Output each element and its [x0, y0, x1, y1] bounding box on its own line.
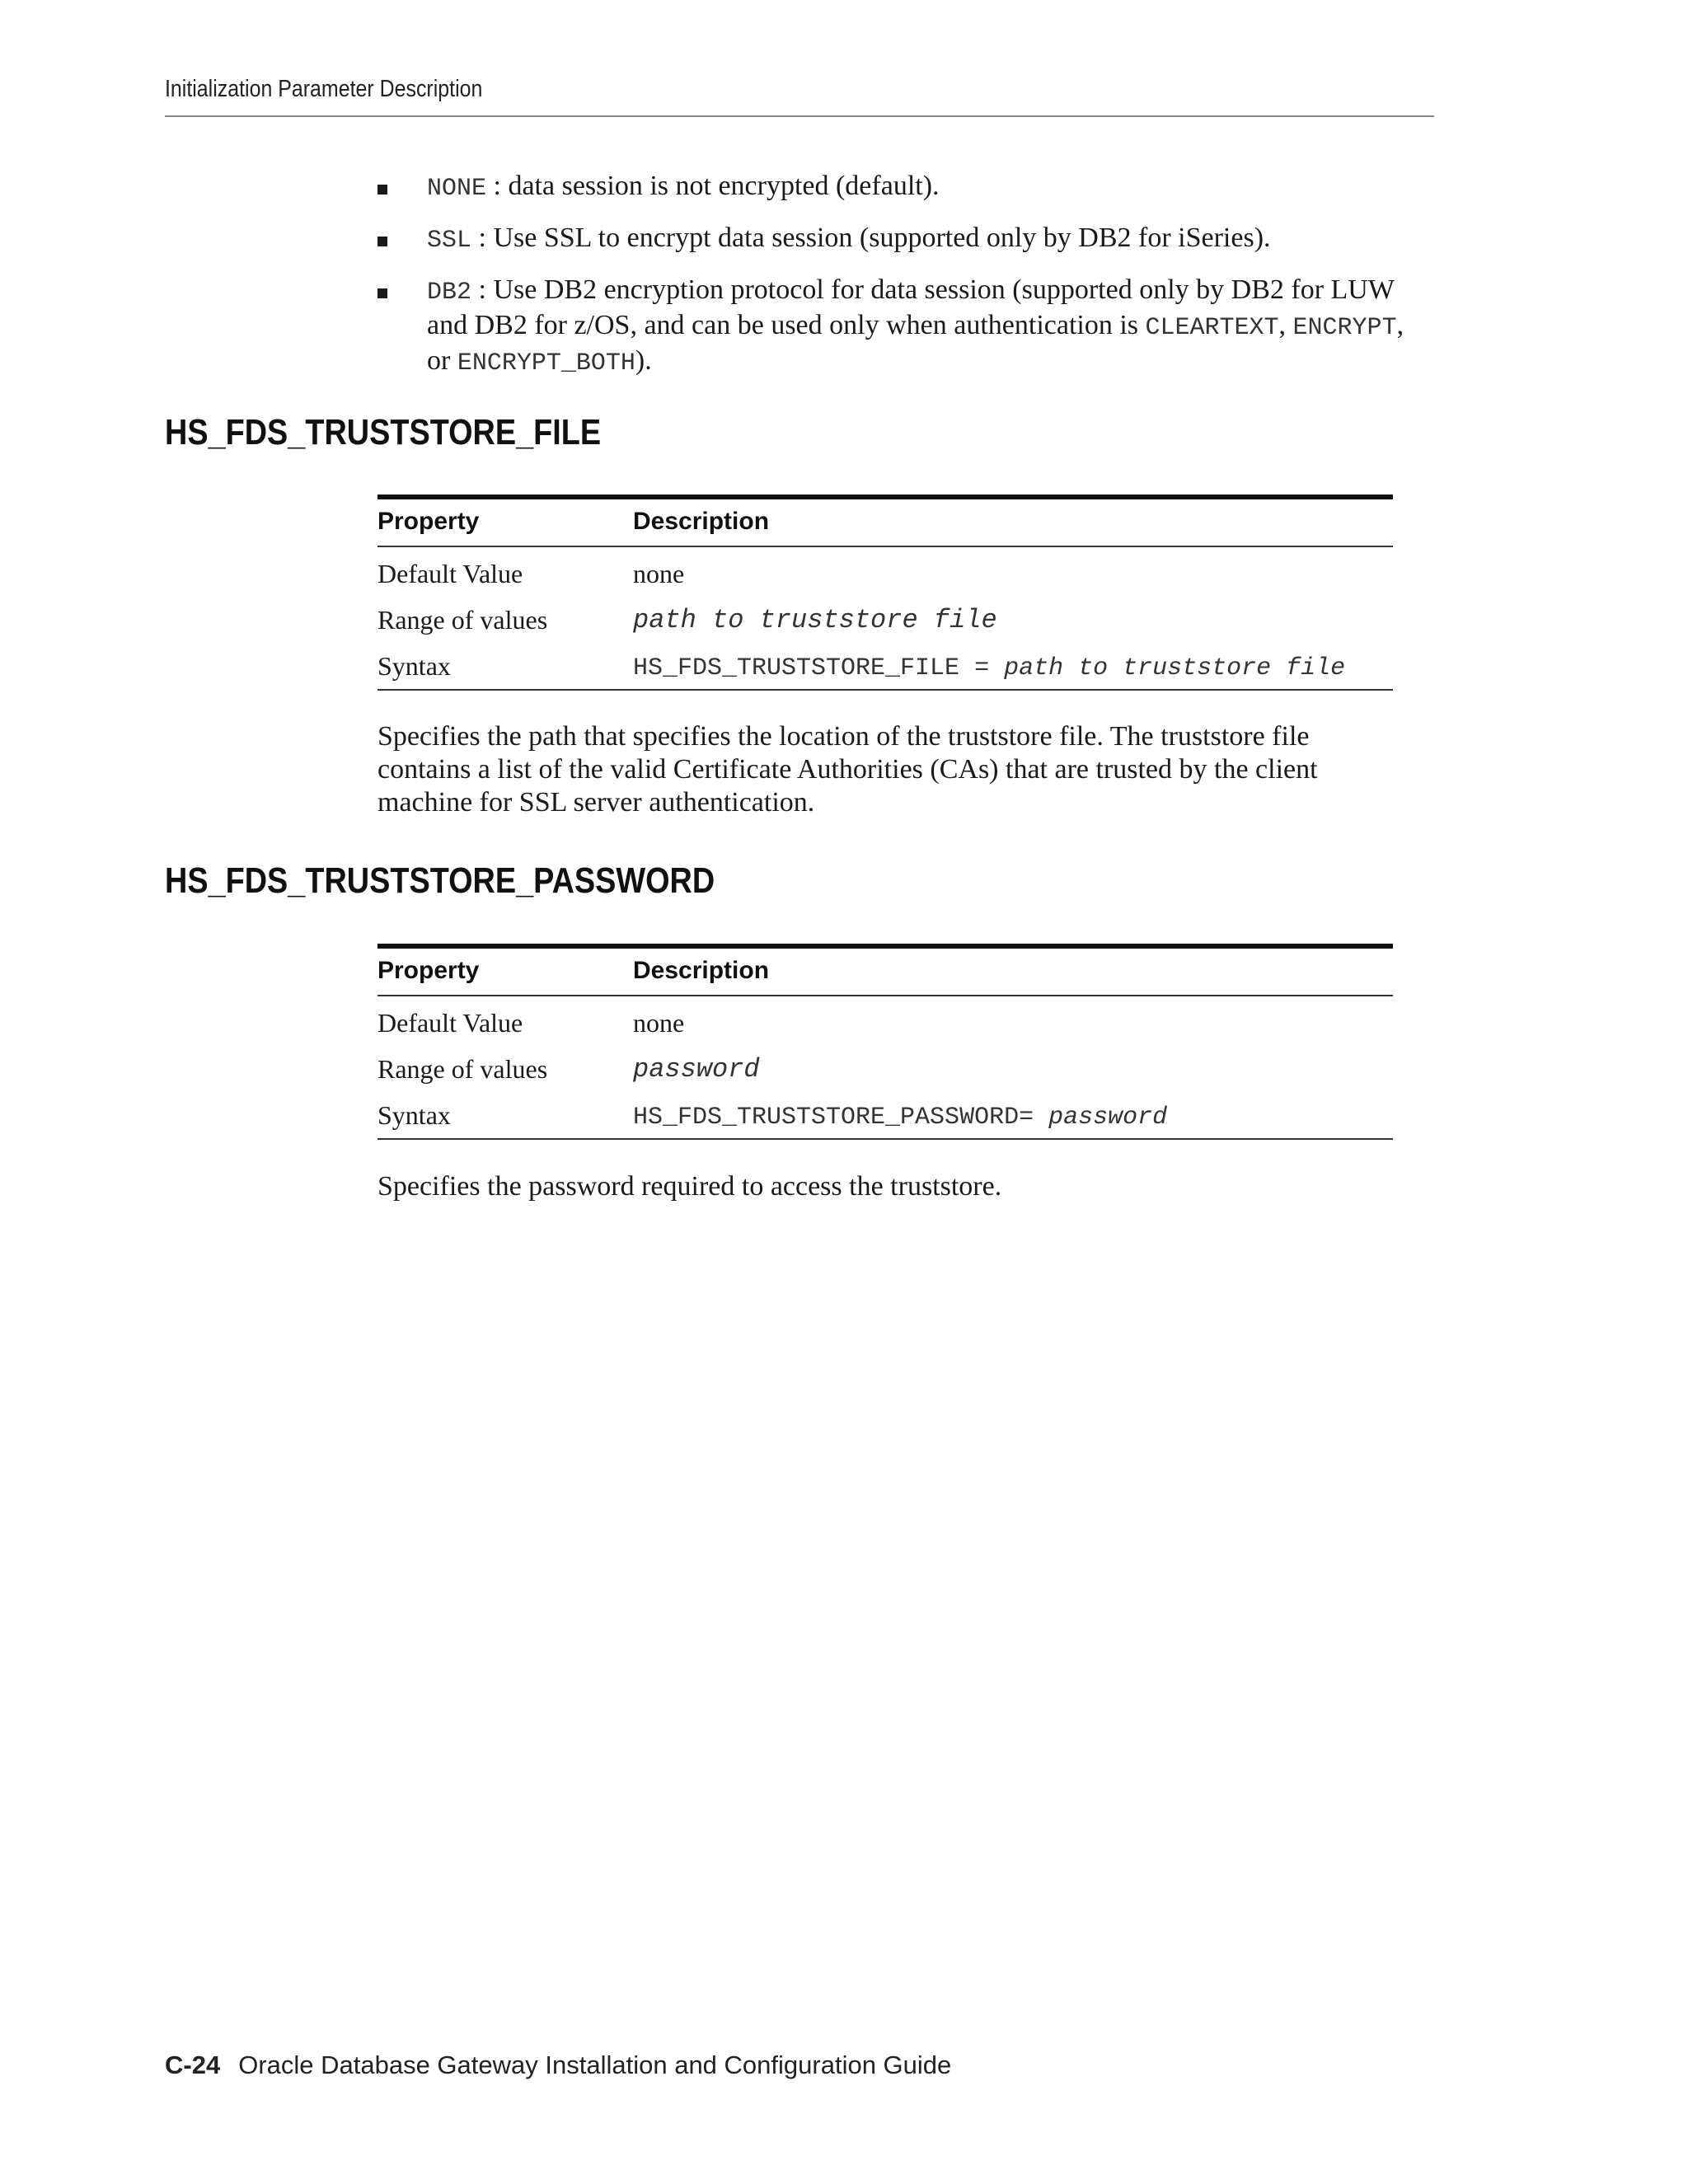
auth-code-encrypt-both: ENCRYPT_BOTH: [457, 349, 635, 377]
value-cell: password: [633, 1053, 760, 1085]
separator: ,: [1278, 310, 1293, 340]
table-row: [377, 597, 1393, 643]
option-code: DB2: [427, 279, 472, 307]
column-header-property: Property: [377, 946, 633, 996]
table-row: [377, 1092, 1393, 1139]
property-cell: Syntax: [377, 650, 451, 681]
section-description: Specifies the password required to access the truststore.: [377, 1171, 1002, 1202]
auth-code-cleartext: CLEARTEXT: [1145, 314, 1279, 342]
value-cell: none: [633, 558, 685, 588]
bullet-square-icon: [377, 288, 387, 298]
property-cell: Default Value: [377, 1007, 523, 1038]
column-header-description: Description: [633, 946, 1393, 996]
table-header-row: [377, 497, 1393, 546]
column-header-property: Property: [377, 497, 633, 546]
option-code: NONE: [427, 175, 487, 203]
property-cell: Range of values: [377, 604, 548, 635]
property-cell: Default Value: [377, 558, 523, 588]
syntax-value: = path to truststore file: [959, 654, 1346, 682]
auth-code-encrypt: ENCRYPT: [1292, 314, 1397, 342]
value-cell: path to truststore file: [633, 604, 997, 635]
option-text: : Use SSL to encrypt data session (supported only by DB2 for iSeries).: [471, 223, 1271, 253]
list-item: [377, 170, 1424, 205]
syntax-code: HS_FDS_TRUSTSTORE_PASSWORD=: [633, 1103, 1034, 1132]
syntax-value: password: [1034, 1103, 1168, 1132]
value-cell: none: [633, 1007, 685, 1038]
list-item: [377, 274, 1424, 380]
book-title: Oracle Database Gateway Installation and Configuration Guide: [238, 2050, 952, 2079]
page-number: C-24: [165, 2050, 221, 2079]
list-item: [377, 222, 1424, 257]
value-cell: [633, 1092, 1393, 1139]
table-row: [377, 643, 1393, 690]
option-code: SSL: [427, 227, 472, 255]
option-text: : data session is not encrypted (default).: [486, 171, 940, 201]
encryption-options-list: [377, 170, 1424, 396]
table-row: [377, 996, 1393, 1046]
bullet-square-icon: [377, 185, 387, 194]
section-heading: HS_FDS_TRUSTSTORE_FILE: [165, 412, 602, 452]
bullet-square-icon: [377, 237, 387, 246]
property-table: [377, 494, 1393, 691]
section-description: Specifies the path that specifies the location of the truststore file. The truststore file contains a list of the valid Certificate Authorities (CAs) that are trusted by the client machine for SSL server authentication.: [377, 721, 1318, 818]
property-table: [377, 944, 1393, 1140]
property-cell: Syntax: [377, 1099, 451, 1130]
page-footer: [165, 2050, 951, 2080]
option-text: : Use DB2 encryption protocol for data session (supported only by DB2 for LUW and DB2 for z/OS, and can be used only when authentication is: [427, 274, 1395, 340]
section-heading: HS_FDS_TRUSTSTORE_PASSWORD: [165, 860, 715, 901]
table-row: [377, 1046, 1393, 1092]
table-header-row: [377, 946, 1393, 996]
separator: , or: [427, 310, 1404, 376]
running-header: Initialization Parameter Description: [165, 76, 483, 102]
syntax-code: HS_FDS_TRUSTSTORE_FILE: [633, 654, 960, 682]
value-cell: [633, 643, 1393, 690]
closing-text: ).: [635, 345, 652, 376]
column-header-description: Description: [633, 497, 1393, 546]
table-row: [377, 546, 1393, 597]
property-cell: Range of values: [377, 1053, 548, 1084]
header-rule: [165, 115, 1434, 117]
